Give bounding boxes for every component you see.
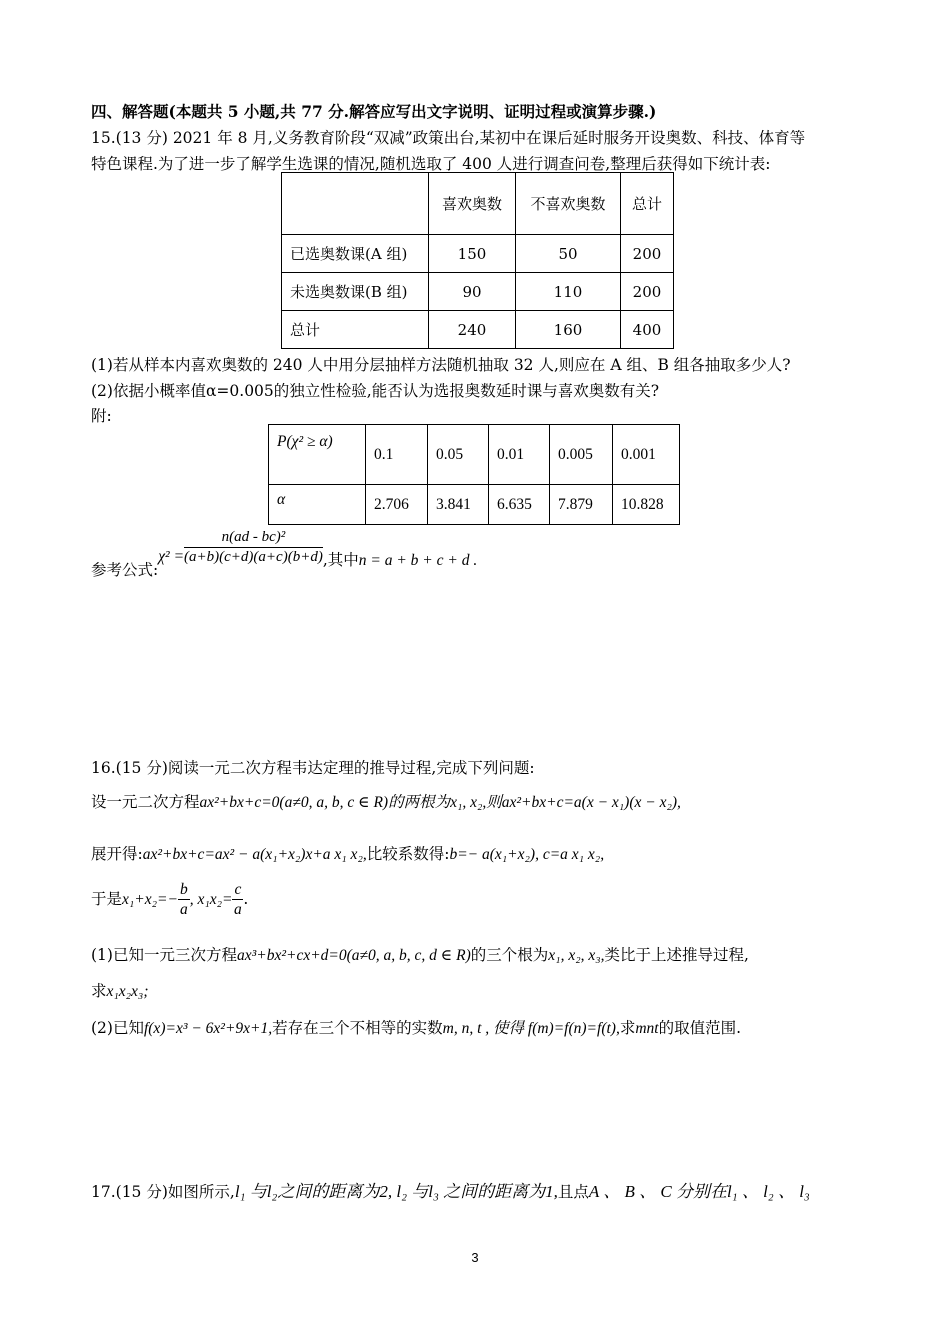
- q16-part1-line2b: x₁x₂x₃;: [106, 983, 149, 1000]
- table-row: [282, 311, 674, 349]
- q16-title: 16.(15 分)阅读一元二次方程韦达定理的推导过程,完成下列问题:: [91, 759, 535, 777]
- table-cell: 总计: [282, 311, 429, 349]
- q16-part2: [91, 1016, 741, 1038]
- survey-table: [281, 172, 674, 349]
- fraction-numerator: c: [232, 880, 243, 900]
- table-header-cell: 喜欢奥数: [429, 173, 516, 235]
- table-header-cell: [282, 173, 429, 235]
- q16-l2-text: 展开得:: [91, 845, 143, 863]
- section-header: 四、解答题(本题共 5 小题,共 77 分.解答应写出文字说明、证明过程或演算步骤.): [91, 102, 657, 121]
- q17-a: 17.(15 分)如图所示,: [91, 1183, 235, 1201]
- q16-part2-d: 的取值范围.: [658, 1019, 742, 1037]
- formula-mid: ,其中: [322, 551, 359, 570]
- formula-prefix: 参考公式:: [91, 561, 159, 580]
- table-cell: 400: [621, 311, 674, 349]
- table-cell: 110: [516, 273, 621, 311]
- q16-part2-eq: f(x)=x³ − 6x²+9x+1,: [143, 1020, 273, 1037]
- table-cell: 0.1: [366, 425, 428, 485]
- q16-part1-roots: x₁, x₂, x₃,: [548, 947, 605, 964]
- table-cell: 150: [429, 235, 516, 273]
- q16-part1-b: 的三个根为: [470, 946, 549, 964]
- table-cell: 240: [429, 311, 516, 349]
- page-number: 3: [471, 1250, 479, 1265]
- q16-part1-c: 类比于上述推导过程,: [604, 946, 749, 964]
- q17-line1: [91, 1177, 810, 1202]
- q16-part2-c: 求: [619, 1019, 636, 1037]
- critical-value-table: [268, 424, 680, 525]
- q16-l3-text: 于是: [91, 889, 123, 908]
- q16-part1-eq: ax³+bx²+cx+d=0(a≠0, a, b, c, d ∈ R): [236, 947, 471, 964]
- table-cell: P(χ² ≥ α): [269, 425, 366, 485]
- table-cell: 0.001: [613, 425, 680, 485]
- table-cell: 3.841: [428, 485, 489, 525]
- table-cell: 200: [621, 235, 674, 273]
- fraction-denominator: a: [179, 901, 188, 919]
- q16-part1-line2: [91, 979, 148, 1001]
- q16-l1-text: 设一元二次方程: [91, 793, 200, 811]
- q16-l1-eq: ax²+bx+c=0(a≠0, a, b, c ∈ R)的两根为x₁, x₂,则ax²+bx+c=a(x − x₁)(x − x₂),: [199, 794, 681, 811]
- table-cell: 50: [516, 235, 621, 273]
- table-cell: 未选奥数课(B 组): [282, 273, 429, 311]
- fraction-numerator: b: [178, 880, 190, 900]
- q16-part1-line2a: 求: [91, 982, 107, 1000]
- table-row: [269, 425, 680, 485]
- table-cell: 10.828: [613, 485, 680, 525]
- table-cell: 0.01: [489, 425, 550, 485]
- q16-part2-a: (2)已知: [91, 1019, 144, 1037]
- q16-part1-a: (1)已知一元三次方程: [91, 946, 237, 964]
- formula-lhs: χ² =: [158, 548, 185, 566]
- q16-l3-b: , x₁x₂=: [189, 890, 233, 908]
- table-row: [269, 485, 680, 525]
- table-cell: 200: [621, 273, 674, 311]
- table-header-cell: 总计: [621, 173, 674, 235]
- fraction-b-over-a: [178, 880, 190, 920]
- fraction-c-over-a: [232, 880, 243, 920]
- q16-l2-eq: ax²+bx+c=ax² − a(x₁+x₂)x+a x₁ x₂,: [142, 846, 367, 863]
- table-row: [282, 235, 674, 273]
- q15-appendix: 附:: [91, 407, 112, 425]
- q16-line2: [91, 842, 604, 864]
- q16-l2-mid: 比较系数得:: [366, 845, 450, 863]
- q16-part2-b: 若存在三个不相等的实数: [272, 1019, 443, 1037]
- q15-line2: 特色课程.为了进一步了解学生选课的情况,随机选取了 400 人进行调查问卷,整理后获得如下统计表:: [91, 155, 771, 173]
- q15-line1: 15.(13 分) 2021 年 8 月,义务教育阶段“双减”政策出台,某初中在课后延时服务开设奥数、科技、体育等: [91, 129, 806, 147]
- q17-d: A 、 B 、 C 分别在l₁ 、 l₂ 、 l₃: [588, 1182, 810, 1201]
- table-cell: 已选奥数课(A 组): [282, 235, 429, 273]
- q16-part1: [91, 943, 749, 965]
- fraction-denominator: a: [234, 901, 242, 919]
- reference-formula: [91, 528, 478, 580]
- q16-line3: 于是x₁+x₂=− $\frac{b}{a}$ , x₁x₂= $\frac{c}{a}$ .: [91, 881, 249, 919]
- fraction-numerator: n(ad - bc)²: [184, 528, 323, 548]
- table-cell: 90: [429, 273, 516, 311]
- q16-l2-eq2: b=− a(x₁+x₂), c=a x₁ x₂,: [449, 846, 605, 863]
- q15-part2: (2)依据小概率值α=0.005的独立性检验,能否认为选报奥数延时课与喜欢奥数有关?: [91, 382, 660, 400]
- table-header-cell: 不喜欢奥数: [516, 173, 621, 235]
- q16-part2-eq2: m, n, t , 使得 f(m)=f(n)=f(t),: [442, 1020, 620, 1037]
- table-cell: 7.879: [550, 485, 613, 525]
- chi-square-fraction: [184, 528, 323, 567]
- q16-part2-mnt: mnt: [635, 1020, 659, 1037]
- table-cell: 6.635: [489, 485, 550, 525]
- table-cell: 2.706: [366, 485, 428, 525]
- q15-part1: (1)若从样本内喜欢奥数的 240 人中用分层抽样方法随机抽取 32 人,则应在 A 组、B 组各抽取多少人?: [91, 356, 791, 374]
- table-cell: α: [269, 485, 366, 525]
- q16-l3-a: x₁+x₂=−: [122, 890, 178, 908]
- q16-line1: [91, 790, 681, 812]
- formula-n: n = a + b + c + d .: [358, 552, 478, 570]
- table-cell: 160: [516, 311, 621, 349]
- table-row: [282, 273, 674, 311]
- fraction-denominator: (a+b)(c+d)(a+c)(b+d): [184, 548, 323, 565]
- table-cell: 0.05: [428, 425, 489, 485]
- q17-b: l₁ 与l₂之间的距离为2, l₂ 与l₃ 之间的距离为1,: [234, 1182, 558, 1201]
- q17-c: 且点: [557, 1183, 589, 1201]
- table-cell: 0.005: [550, 425, 613, 485]
